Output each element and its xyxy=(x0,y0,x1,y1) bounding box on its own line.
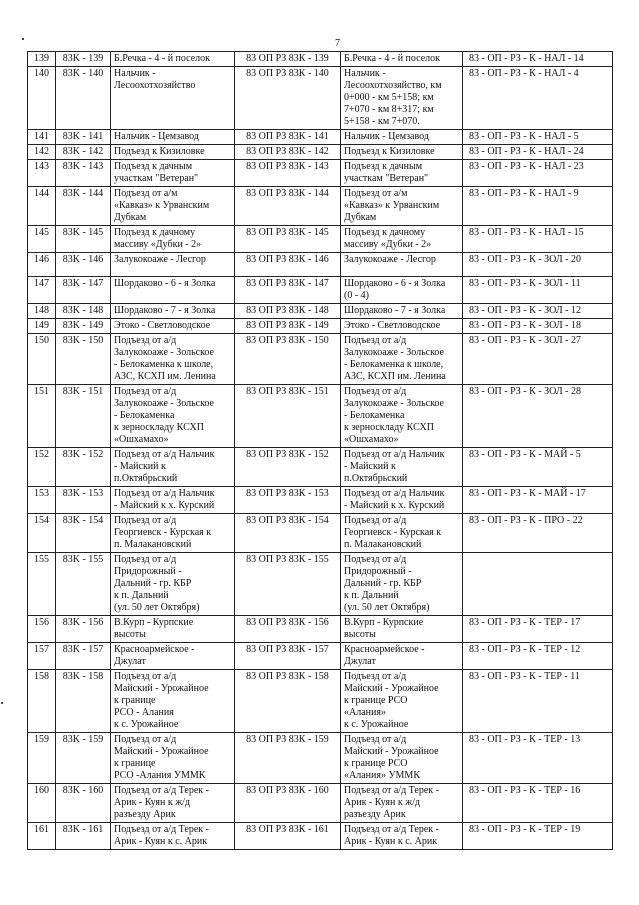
row-number: 157 xyxy=(28,643,56,670)
road-identifier: 83 ОП РЗ 83К - 151 xyxy=(235,385,341,448)
road-identifier: 83 ОП РЗ 83К - 142 xyxy=(235,145,341,160)
table-row xyxy=(28,643,613,670)
registry-number: 83 - ОП - РЗ - К - МАЙ - 17 xyxy=(463,487,613,514)
road-description: Шордаково - 6 - я Золка (0 - 4) xyxy=(341,277,463,304)
road-code: 83K - 153 xyxy=(56,487,111,514)
registry-number: 83 - ОП - РЗ - К - МАЙ - 5 xyxy=(463,448,613,487)
registry-number: 83 - ОП - РЗ - К - ТЕР - 16 xyxy=(463,784,613,823)
registry-number: 83 - ОП - РЗ - К - ЗОЛ - 12 xyxy=(463,304,613,319)
registry-number xyxy=(463,553,613,616)
road-identifier: 83 ОП РЗ 83К - 158 xyxy=(235,670,341,733)
road-description: Шордаково - 7 - я Золка xyxy=(341,304,463,319)
road-name: Подъезд от а/д Терек - Арик - Куян к ж/д разъезду Арик xyxy=(111,784,235,823)
road-code: 83K - 140 xyxy=(56,67,111,130)
table-row xyxy=(28,319,613,334)
registry-number: 83 - ОП - РЗ - К - ЗОЛ - 27 xyxy=(463,334,613,385)
road-description: Залукокоаже - Лесгор xyxy=(341,253,463,277)
road-description: Б.Речка - 4 - й поселок xyxy=(341,52,463,67)
road-identifier: 83 ОП РЗ 83К - 150 xyxy=(235,334,341,385)
road-name: Подъезд от а/д Терек - Арик - Куян к с. Арик xyxy=(111,823,235,850)
row-number: 147 xyxy=(28,277,56,304)
road-description: В.Курп - Курпские высоты xyxy=(341,616,463,643)
road-code: 83K - 139 xyxy=(56,52,111,67)
registry-number: 83 - ОП - РЗ - К - НАЛ - 24 xyxy=(463,145,613,160)
road-name: Этоко - Светловодское xyxy=(111,319,235,334)
road-code: 83K - 154 xyxy=(56,514,111,553)
road-code: 83K - 142 xyxy=(56,145,111,160)
road-identifier: 83 ОП РЗ 83К - 145 xyxy=(235,226,341,253)
road-code: 83K - 141 xyxy=(56,130,111,145)
road-code: 83K - 159 xyxy=(56,733,111,784)
road-code: 83K - 161 xyxy=(56,823,111,850)
road-name: В.Курп - Курпские высоты xyxy=(111,616,235,643)
road-description: Подъезд от а/д Залукокоаже - Зольское - Белокаменка к зерноскладу КСХП «Ошхамахо» xyxy=(341,385,463,448)
road-code: 83K - 144 xyxy=(56,187,111,226)
road-description: Подъезд от а/д Залукокоаже - Зольское - Белокаменка к школе, АЗС, КСХП им. Ленина xyxy=(341,334,463,385)
road-name: Б.Речка - 4 - й поселок xyxy=(111,52,235,67)
row-number: 160 xyxy=(28,784,56,823)
row-number: 153 xyxy=(28,487,56,514)
table-row xyxy=(28,52,613,67)
road-description: Нальчик - Лесоохотхозяйство, км 0+000 - км 5+158; км 7+070 - км 8+317; км 5+158 - км 7+070. xyxy=(341,67,463,130)
road-identifier: 83 ОП РЗ 83К - 155 xyxy=(235,553,341,616)
road-identifier: 83 ОП РЗ 83К - 147 xyxy=(235,277,341,304)
table-row xyxy=(28,130,613,145)
road-code: 83K - 146 xyxy=(56,253,111,277)
registry-number: 83 - ОП - РЗ - К - ПРО - 22 xyxy=(463,514,613,553)
road-name: Нальчик - Цемзавод xyxy=(111,130,235,145)
road-code: 83K - 150 xyxy=(56,334,111,385)
registry-number: 83 - ОП - РЗ - К - ЗОЛ - 20 xyxy=(463,253,613,277)
road-code: 83K - 157 xyxy=(56,643,111,670)
road-description: Подъезд к дачным участкам "Ветеран" xyxy=(341,160,463,187)
road-identifier: 83 ОП РЗ 83К - 152 xyxy=(235,448,341,487)
road-description: Подъезд от а/д Майский - Урожайное к границе РСО «Алания» к с. Урожайное xyxy=(341,670,463,733)
road-name: Подъезд от а/д Нальчик - Майский к п.Октябрьский xyxy=(111,448,235,487)
registry-number: 83 - ОП - РЗ - К - НАЛ - 15 xyxy=(463,226,613,253)
road-identifier: 83 ОП РЗ 83К - 161 xyxy=(235,823,341,850)
road-name: Подъезд от а/д Придорожный - Дальний - гр. КБР к п. Дальний (ул. 50 лет Октября) xyxy=(111,553,235,616)
road-description: Подъезд от а/д Георгиевск - Курская к п. Малакановский xyxy=(341,514,463,553)
road-description: Красноармейское - Джулат xyxy=(341,643,463,670)
registry-number: 83 - ОП - РЗ - К - ТЕР - 11 xyxy=(463,670,613,733)
row-number: 141 xyxy=(28,130,56,145)
registry-number: 83 - ОП - РЗ - К - ТЕР - 12 xyxy=(463,643,613,670)
row-number: 149 xyxy=(28,319,56,334)
road-description: Подъезд к дачному массиву «Дубки - 2» xyxy=(341,226,463,253)
scan-speck xyxy=(22,38,24,40)
road-name: Шордаково - 7 - я Золка xyxy=(111,304,235,319)
road-name: Шордаково - 6 - я Золка xyxy=(111,277,235,304)
road-identifier: 83 ОП РЗ 83К - 159 xyxy=(235,733,341,784)
road-identifier: 83 ОП РЗ 83К - 153 xyxy=(235,487,341,514)
road-name: Залукокоаже - Лесгор xyxy=(111,253,235,277)
road-name: Красноармейское - Джулат xyxy=(111,643,235,670)
table-row xyxy=(28,514,613,553)
registry-number: 83 - ОП - РЗ - К - НАЛ - 5 xyxy=(463,130,613,145)
road-code: 83K - 151 xyxy=(56,385,111,448)
road-code: 83K - 143 xyxy=(56,160,111,187)
road-identifier: 83 ОП РЗ 83К - 143 xyxy=(235,160,341,187)
row-number: 156 xyxy=(28,616,56,643)
row-number: 159 xyxy=(28,733,56,784)
table-row xyxy=(28,487,613,514)
road-name: Подъезд от а/м «Кавказ» к Урванским Дубкам xyxy=(111,187,235,226)
road-identifier: 83 ОП РЗ 83К - 154 xyxy=(235,514,341,553)
road-description: Подъезд от а/м «Кавказ» к Урванским Дубкам xyxy=(341,187,463,226)
road-name: Подъезд от а/д Георгиевск - Курская к п. Малакановский xyxy=(111,514,235,553)
road-identifier: 83 ОП РЗ 83К - 140 xyxy=(235,67,341,130)
road-name: Подъезд к дачному массиву «Дубки - 2» xyxy=(111,226,235,253)
row-number: 148 xyxy=(28,304,56,319)
table-row xyxy=(28,304,613,319)
registry-number: 83 - ОП - РЗ - К - ТЕР - 13 xyxy=(463,733,613,784)
road-description: Подъезд от а/д Майский - Урожайное к границе РСО «Алания» УММК xyxy=(341,733,463,784)
table-row xyxy=(28,823,613,850)
road-identifier: 83 ОП РЗ 83К - 139 xyxy=(235,52,341,67)
table-row xyxy=(28,145,613,160)
road-identifier: 83 ОП РЗ 83К - 157 xyxy=(235,643,341,670)
road-name: Подъезд к Кизиловке xyxy=(111,145,235,160)
road-description: Подъезд от а/д Терек - Арик - Куян к ж/д разъезду Арик xyxy=(341,784,463,823)
row-number: 161 xyxy=(28,823,56,850)
table-row xyxy=(28,553,613,616)
registry-number: 83 - ОП - РЗ - К - НАЛ - 9 xyxy=(463,187,613,226)
registry-number: 83 - ОП - РЗ - К - ТЕР - 19 xyxy=(463,823,613,850)
road-identifier: 83 ОП РЗ 83К - 144 xyxy=(235,187,341,226)
roads-table xyxy=(27,51,613,850)
row-number: 140 xyxy=(28,67,56,130)
table-row xyxy=(28,160,613,187)
registry-number: 83 - ОП - РЗ - К - ТЕР - 17 xyxy=(463,616,613,643)
road-name: Подъезд от а/д Залукокоаже - Зольское - Белокаменка к зерноскладу КСХП «Ошхамахо» xyxy=(111,385,235,448)
road-description: Подъезд от а/д Терек - Арик - Куян к с. Арик xyxy=(341,823,463,850)
road-name: Подъезд от а/д Майский - Урожайное к границе РСО - Алания к с. Урожайное xyxy=(111,670,235,733)
table-row xyxy=(28,277,613,304)
road-identifier: 83 ОП РЗ 83К - 148 xyxy=(235,304,341,319)
row-number: 154 xyxy=(28,514,56,553)
road-code: 83K - 155 xyxy=(56,553,111,616)
road-description: Этоко - Светловодское xyxy=(341,319,463,334)
road-code: 83K - 152 xyxy=(56,448,111,487)
road-code: 83K - 160 xyxy=(56,784,111,823)
row-number: 151 xyxy=(28,385,56,448)
road-name: Подъезд от а/д Майский - Урожайное к границе РСО -Алания УММК xyxy=(111,733,235,784)
registry-number: 83 - ОП - РЗ - К - НАЛ - 14 xyxy=(463,52,613,67)
road-description: Подъезд к Кизиловке xyxy=(341,145,463,160)
road-code: 83K - 158 xyxy=(56,670,111,733)
table-row xyxy=(28,385,613,448)
road-code: 83K - 148 xyxy=(56,304,111,319)
row-number: 155 xyxy=(28,553,56,616)
page-number: 7 xyxy=(335,38,340,49)
row-number: 139 xyxy=(28,52,56,67)
table-row xyxy=(28,187,613,226)
row-number: 142 xyxy=(28,145,56,160)
row-number: 145 xyxy=(28,226,56,253)
road-name: Подъезд от а/д Залукокоаже - Зольское - Белокаменка к школе, АЗС, КСХП им. Ленина xyxy=(111,334,235,385)
row-number: 143 xyxy=(28,160,56,187)
registry-number: 83 - ОП - РЗ - К - НАЛ - 4 xyxy=(463,67,613,130)
registry-number: 83 - ОП - РЗ - К - ЗОЛ - 11 xyxy=(463,277,613,304)
table-row xyxy=(28,253,613,277)
road-identifier: 83 ОП РЗ 83К - 149 xyxy=(235,319,341,334)
table-row xyxy=(28,448,613,487)
table-row xyxy=(28,334,613,385)
row-number: 146 xyxy=(28,253,56,277)
road-code: 83K - 147 xyxy=(56,277,111,304)
table-row xyxy=(28,733,613,784)
row-number: 158 xyxy=(28,670,56,733)
road-code: 83K - 145 xyxy=(56,226,111,253)
registry-number: 83 - ОП - РЗ - К - ЗОЛ - 28 xyxy=(463,385,613,448)
road-identifier: 83 ОП РЗ 83К - 141 xyxy=(235,130,341,145)
road-code: 83K - 156 xyxy=(56,616,111,643)
row-number: 144 xyxy=(28,187,56,226)
road-description: Подъезд от а/д Придорожный - Дальний - гр. КБР к п. Дальний (ул. 50 лет Октября) xyxy=(341,553,463,616)
table-row xyxy=(28,616,613,643)
row-number: 152 xyxy=(28,448,56,487)
road-name: Нальчик - Лесоохотхозяйство xyxy=(111,67,235,130)
road-name: Подъезд к дачным участкам "Ветеран" xyxy=(111,160,235,187)
table-row xyxy=(28,784,613,823)
registry-number: 83 - ОП - РЗ - К - ЗОЛ - 18 xyxy=(463,319,613,334)
table-row xyxy=(28,67,613,130)
scan-speck xyxy=(1,702,3,704)
road-description: Подъезд от а/д Нальчик - Майский к х. Курский xyxy=(341,487,463,514)
road-description: Нальчик - Цемзавод xyxy=(341,130,463,145)
road-code: 83K - 149 xyxy=(56,319,111,334)
road-name: Подъезд от а/д Нальчик - Майский к х. Курский xyxy=(111,487,235,514)
road-identifier: 83 ОП РЗ 83К - 156 xyxy=(235,616,341,643)
registry-number: 83 - ОП - РЗ - К - НАЛ - 23 xyxy=(463,160,613,187)
road-description: Подъезд от а/д Нальчик - Майский к п.Октябрьский xyxy=(341,448,463,487)
table-row xyxy=(28,670,613,733)
road-identifier: 83 ОП РЗ 83К - 160 xyxy=(235,784,341,823)
row-number: 150 xyxy=(28,334,56,385)
table-row xyxy=(28,226,613,253)
road-identifier: 83 ОП РЗ 83К - 146 xyxy=(235,253,341,277)
